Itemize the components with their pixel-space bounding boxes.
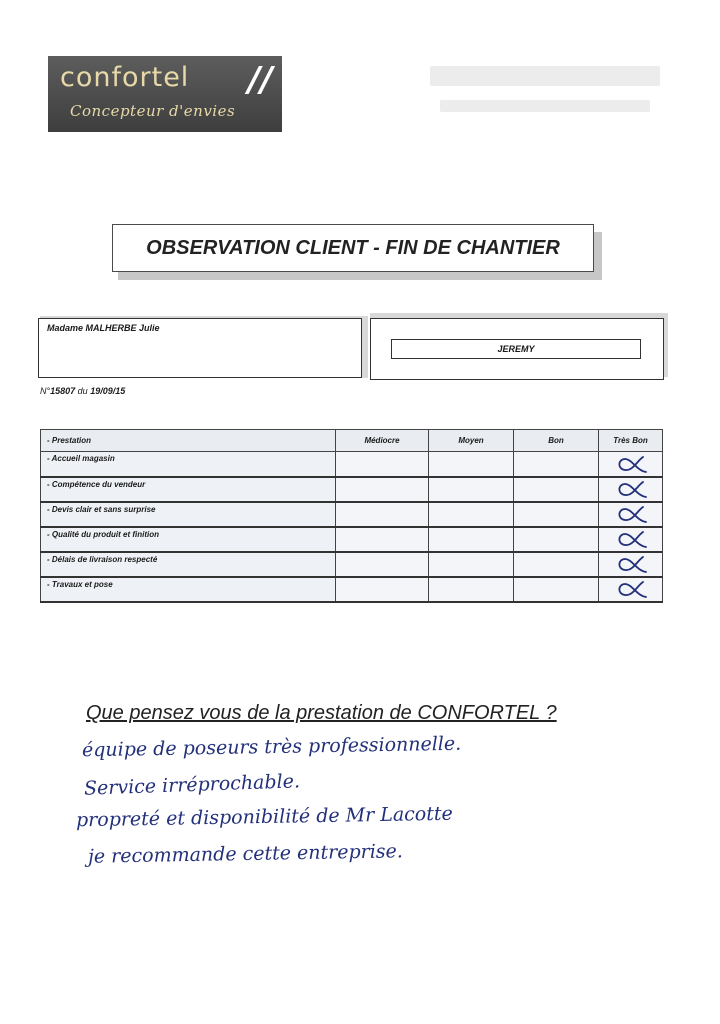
column-header: Moyen — [429, 430, 514, 452]
alpha-checkmark-icon — [613, 578, 649, 600]
rating-cell — [429, 502, 514, 527]
seller-box — [370, 318, 664, 380]
rating-cell — [514, 452, 599, 477]
rating-cell — [429, 577, 514, 602]
rating-cell — [514, 502, 599, 527]
rating-cell — [514, 477, 599, 502]
rating-cell — [336, 477, 429, 502]
rating-cell — [429, 527, 514, 552]
rating-row — [41, 577, 663, 602]
handwritten-comment-line: équipe de poseurs très professionnelle. — [81, 732, 462, 762]
logo-wordmark: confortel — [60, 62, 190, 93]
bleed-through-mark — [430, 66, 660, 86]
rating-cell — [514, 552, 599, 577]
rating-cell — [599, 577, 663, 602]
logo-slash-mark: // — [248, 60, 273, 100]
rating-cell — [336, 502, 429, 527]
alpha-checkmark-icon — [613, 528, 649, 550]
order-date: 19/09/15 — [90, 386, 126, 396]
rating-row — [41, 552, 663, 577]
criterion-label: - Qualité du produit et finition — [41, 527, 336, 552]
feedback-question: Que pensez vous de la prestation de CONFORTEL ? — [86, 702, 557, 724]
rating-cell — [429, 477, 514, 502]
rating-cell — [514, 527, 599, 552]
rating-cell — [336, 552, 429, 577]
column-header: Médiocre — [336, 430, 429, 452]
rating-table — [40, 429, 663, 603]
rating-row — [41, 452, 663, 477]
order-reference — [40, 386, 125, 396]
rating-row — [41, 502, 663, 527]
rating-header-row — [41, 430, 663, 452]
rating-cell — [336, 577, 429, 602]
rating-cell — [599, 552, 663, 577]
rating-cell — [514, 577, 599, 602]
order-number: 15807 — [50, 386, 76, 396]
order-date-prefix: du — [77, 386, 88, 396]
alpha-checkmark-icon — [613, 478, 649, 500]
confortel-logo — [48, 56, 282, 132]
criterion-label: - Accueil magasin — [41, 452, 336, 477]
handwritten-comment-line: propreté et disponibilité de Mr Lacotte — [75, 802, 453, 832]
logo-tagline: Concepteur d'envies — [70, 102, 236, 120]
criterion-label: - Compétence du vendeur — [41, 477, 336, 502]
column-header: - Prestation — [41, 430, 336, 452]
order-prefix: N° — [40, 386, 51, 396]
rating-cell — [336, 527, 429, 552]
rating-cell — [429, 552, 514, 577]
column-header: Bon — [514, 430, 599, 452]
criterion-label: - Travaux et pose — [41, 577, 336, 602]
alpha-checkmark-icon — [613, 553, 649, 575]
rating-cell — [599, 527, 663, 552]
rating-cell — [599, 502, 663, 527]
alpha-checkmark-icon — [613, 453, 649, 475]
form-title-box — [112, 224, 594, 272]
rating-row — [41, 527, 663, 552]
column-header: Très Bon — [599, 430, 663, 452]
bleed-through-mark — [440, 100, 650, 112]
handwritten-comment-line: je recommande cette entreprise. — [87, 840, 404, 868]
rating-cell — [599, 452, 663, 477]
criterion-label: - Délais de livraison respecté — [41, 552, 336, 577]
criterion-label: - Devis clair et sans surprise — [41, 502, 336, 527]
rating-cell — [429, 452, 514, 477]
seller-name: JEREMY — [391, 339, 641, 359]
client-name: Madame MALHERBE Julie — [47, 323, 160, 333]
rating-cell — [336, 452, 429, 477]
client-box — [38, 318, 362, 378]
form-title: OBSERVATION CLIENT - FIN DE CHANTIER — [146, 236, 560, 259]
handwritten-comment-line: Service irréprochable. — [83, 770, 301, 800]
rating-row — [41, 477, 663, 502]
rating-cell — [599, 477, 663, 502]
alpha-checkmark-icon — [613, 503, 649, 525]
